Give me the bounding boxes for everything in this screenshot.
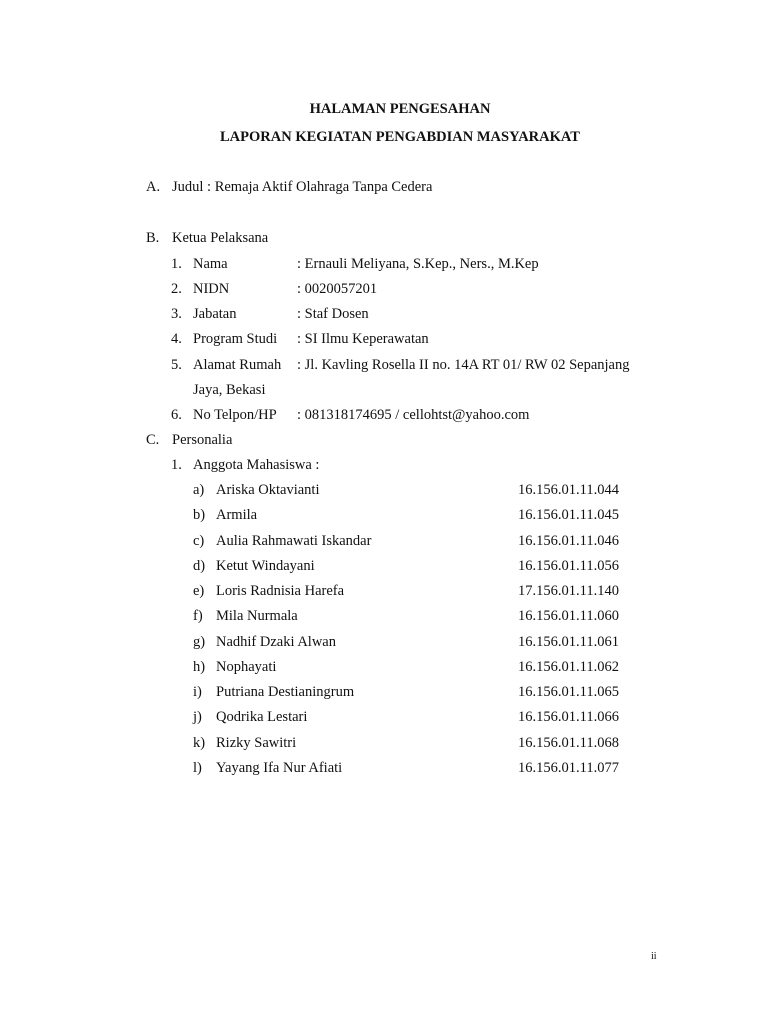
member-letter: j) <box>193 709 202 725</box>
member-id: 16.156.01.11.068 <box>518 735 619 751</box>
subheading-number: 1. <box>171 457 182 473</box>
member-letter: h) <box>193 659 206 675</box>
section-b-heading-row <box>146 229 268 247</box>
item-number: 1. <box>171 256 182 272</box>
member-letter: a) <box>193 482 205 498</box>
item-value: : Staf Dosen <box>297 306 369 322</box>
member-letter: i) <box>193 684 202 700</box>
item-number: 6. <box>171 407 182 423</box>
section-b-heading: Ketua Pelaksana <box>172 230 269 246</box>
member-letter: c) <box>193 533 205 549</box>
page-number: ii <box>651 951 657 962</box>
member-letter: f) <box>193 608 203 624</box>
page-title: HALAMAN PENGESAHAN <box>309 101 491 117</box>
section-a-text: Judul : Remaja Aktif Olahraga Tanpa Cedera <box>172 179 433 195</box>
item-value: : Ernauli Meliyana, S.Kep., Ners., M.Kep <box>297 256 539 272</box>
member-name: Qodrika Lestari <box>216 709 308 725</box>
item-label: Jabatan <box>193 306 237 322</box>
section-c-heading-row <box>146 431 232 449</box>
item-number: 4. <box>171 331 182 347</box>
section-a-marker: A. <box>146 179 161 195</box>
ketua-item-alamat-continued: Jaya, Bekasi <box>193 382 266 398</box>
member-id: 16.156.01.11.062 <box>518 659 619 675</box>
member-id: 16.156.01.11.061 <box>518 634 619 650</box>
item-label: Program Studi <box>193 331 278 347</box>
member-id: 16.156.01.11.060 <box>518 608 619 624</box>
member-name: Loris Radnisia Harefa <box>216 583 345 599</box>
member-id: 16.156.01.11.045 <box>518 507 619 523</box>
subheading-text: Anggota Mahasiswa : <box>193 457 320 473</box>
member-name: Mila Nurmala <box>216 608 298 624</box>
member-id: 17.156.01.11.140 <box>518 583 619 599</box>
item-value: : Jl. Kavling Rosella II no. 14A RT 01/ RW 02 Sepanjang <box>297 357 630 373</box>
item-number: 2. <box>171 281 182 297</box>
item-label: Alamat Rumah <box>193 357 282 373</box>
member-name: Rizky Sawitri <box>216 735 297 751</box>
member-id: 16.156.01.11.046 <box>518 533 619 549</box>
item-number: 5. <box>171 357 182 373</box>
item-value: : 0020057201 <box>297 281 378 297</box>
member-id: 16.156.01.11.066 <box>518 709 619 725</box>
member-id: 16.156.01.11.077 <box>518 760 619 776</box>
member-name: Armila <box>216 507 258 523</box>
section-a <box>146 178 432 196</box>
member-id: 16.156.01.11.065 <box>518 684 619 700</box>
member-letter: l) <box>193 760 202 776</box>
member-name: Yayang Ifa Nur Afiati <box>216 760 343 776</box>
member-name: Ketut Windayani <box>216 558 315 574</box>
item-number: 3. <box>171 306 182 322</box>
member-letter: k) <box>193 735 206 751</box>
member-name: Ariska Oktavianti <box>216 482 320 498</box>
member-letter: e) <box>193 583 205 599</box>
section-c-marker: C. <box>146 432 160 448</box>
member-id: 16.156.01.11.056 <box>518 558 619 574</box>
member-name: Putriana Destianingrum <box>216 684 355 700</box>
member-letter: d) <box>193 558 206 574</box>
page-subtitle: LAPORAN KEGIATAN PENGABDIAN MASYARAKAT <box>220 129 580 145</box>
item-label: NIDN <box>193 281 230 297</box>
member-name: Nophayati <box>216 659 277 675</box>
member-letter: g) <box>193 634 206 650</box>
item-value: : SI Ilmu Keperawatan <box>297 331 429 347</box>
member-letter: b) <box>193 507 206 523</box>
item-label: No Telpon/HP <box>193 407 277 423</box>
section-c-heading: Personalia <box>172 432 233 448</box>
member-name: Aulia Rahmawati Iskandar <box>216 533 372 549</box>
item-label: Nama <box>193 256 228 272</box>
member-id: 16.156.01.11.044 <box>518 482 619 498</box>
section-b-marker: B. <box>146 230 160 246</box>
member-name: Nadhif Dzaki Alwan <box>216 634 336 650</box>
item-value: : 081318174695 / cellohtst@yahoo.com <box>297 407 530 423</box>
